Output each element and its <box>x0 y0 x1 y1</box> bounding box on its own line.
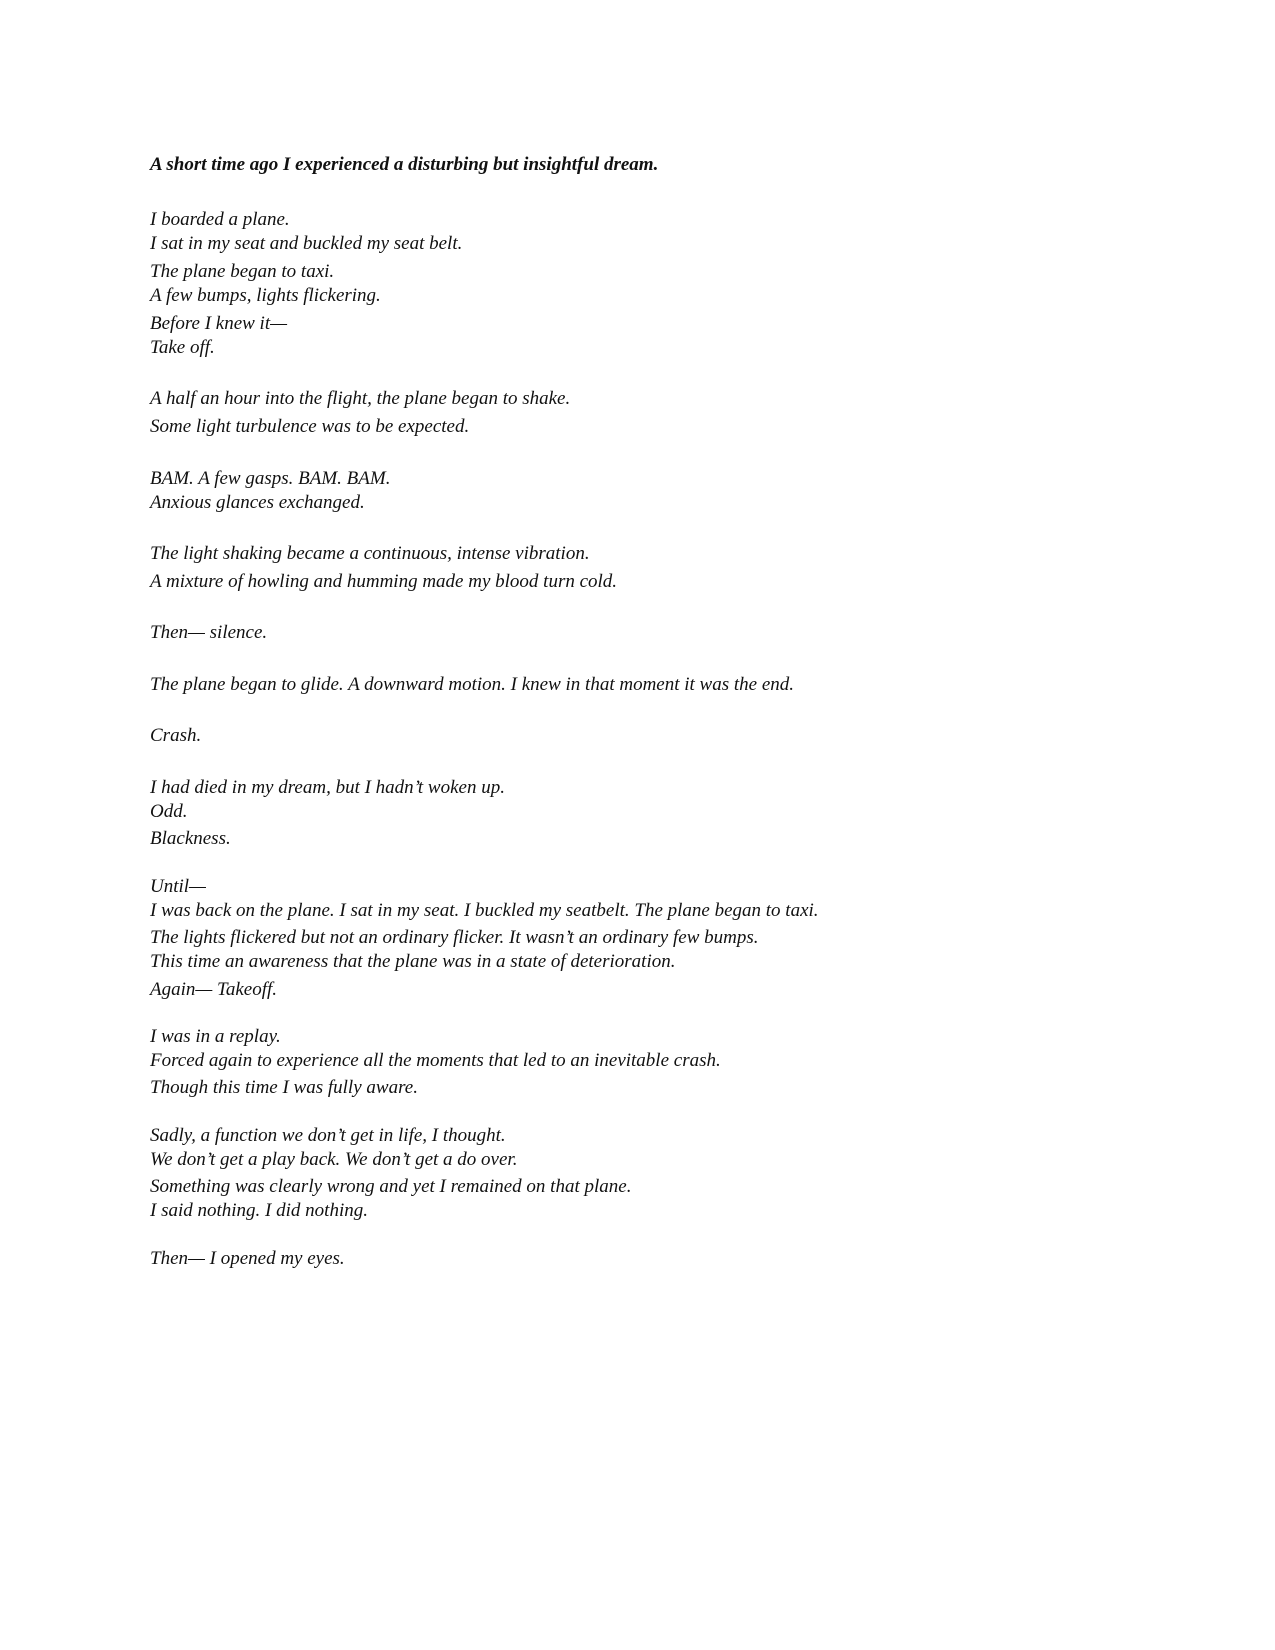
text-line: The plane began to glide. A downward motion. I knew in that moment it was the end. <box>150 674 795 695</box>
text-line: Then— silence. <box>150 622 268 643</box>
text-line: I was in a replay. <box>150 1026 281 1047</box>
text-line: I boarded a plane. <box>150 209 290 230</box>
text-line: This time an awareness that the plane was in a state of deterioration. <box>150 951 676 972</box>
text-line: Then— I opened my eyes. <box>150 1248 345 1269</box>
text-line: I said nothing. I did nothing. <box>150 1200 368 1221</box>
text-line: Anxious glances exchanged. <box>150 492 365 513</box>
text-line: Though this time I was fully aware. <box>150 1077 418 1098</box>
text-line: Take off. <box>150 337 215 358</box>
text-line: Before I knew it— <box>150 313 288 334</box>
text-line: I had died in my dream, but I hadn’t woken up. <box>150 777 505 798</box>
text-line: Until— <box>150 876 206 897</box>
text-line: Blackness. <box>150 828 231 849</box>
text-line: BAM. A few gasps. BAM. BAM. <box>150 468 391 489</box>
document-title: A short time ago I experienced a disturbing but insightful dream. <box>150 154 659 175</box>
text-line: The light shaking became a continuous, intense vibration. <box>150 543 590 564</box>
text-line: Sadly, a function we don’t get in life, I thought. <box>150 1125 506 1146</box>
text-line: Again— Takeoff. <box>150 979 278 1000</box>
text-line: Odd. <box>150 801 188 822</box>
text-line: A half an hour into the flight, the plane began to shake. <box>150 388 571 409</box>
text-line: I sat in my seat and buckled my seat belt. <box>150 233 463 254</box>
text-line: A mixture of howling and humming made my blood turn cold. <box>150 571 618 592</box>
text-line: I was back on the plane. I sat in my seat. I buckled my seatbelt. The plane began to taxi. <box>150 900 819 921</box>
text-line: Forced again to experience all the moments that led to an inevitable crash. <box>150 1050 721 1071</box>
text-line: Crash. <box>150 725 202 746</box>
text-line: We don’t get a play back. We don’t get a do over. <box>150 1149 518 1170</box>
text-line: The lights flickered but not an ordinary flicker. It wasn’t an ordinary few bumps. <box>150 927 759 948</box>
text-line: The plane began to taxi. <box>150 261 335 282</box>
text-line: A few bumps, lights flickering. <box>150 285 381 306</box>
text-line: Something was clearly wrong and yet I remained on that plane. <box>150 1176 632 1197</box>
text-line: Some light turbulence was to be expected. <box>150 416 470 437</box>
